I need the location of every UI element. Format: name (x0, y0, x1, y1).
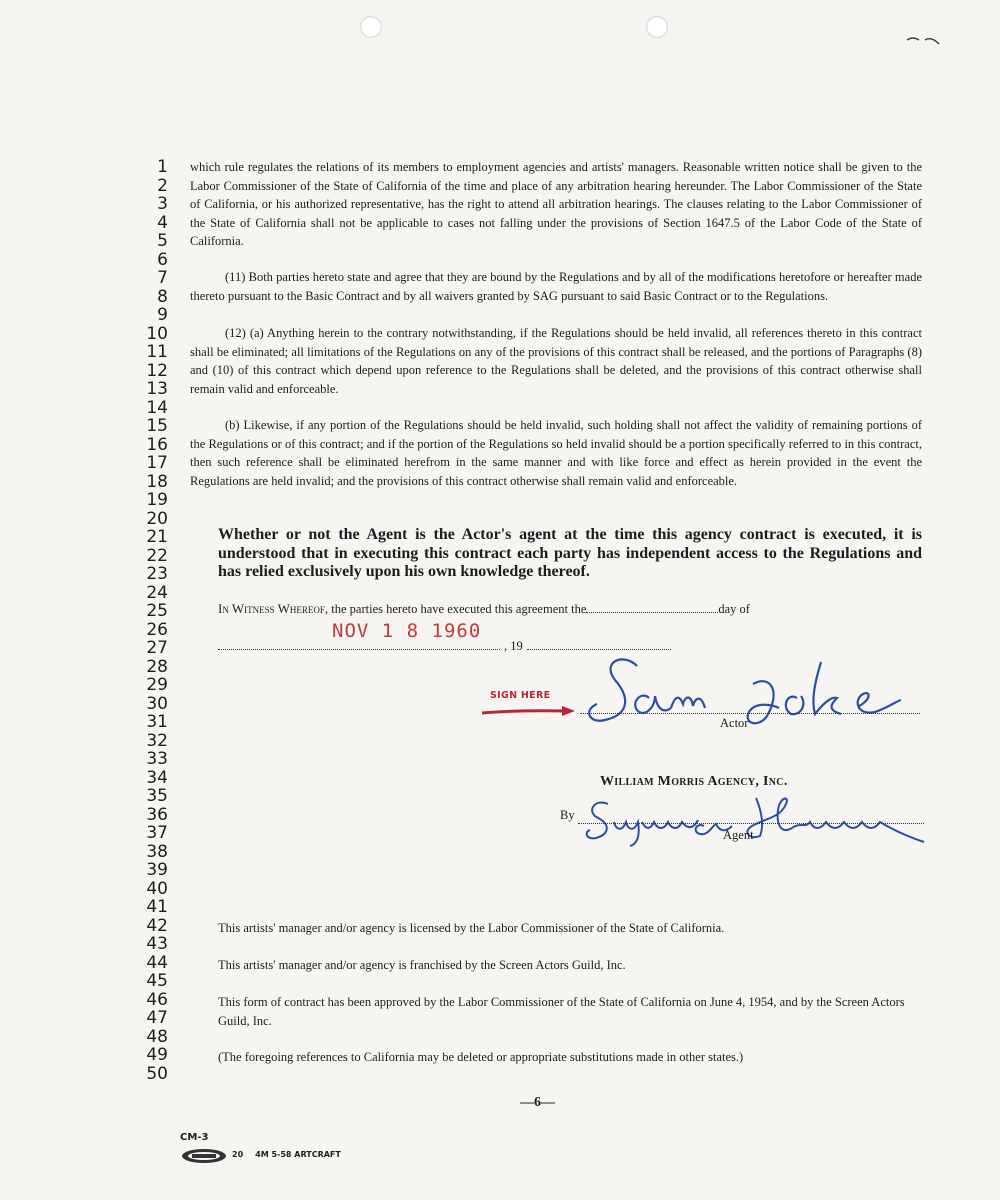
agent-label: Agent (723, 828, 754, 842)
line-number: 46 (146, 989, 168, 1010)
witness-label: In Witness Whereof, (218, 601, 329, 616)
line-number: 45 (146, 971, 168, 991)
line-number: 37 (146, 823, 168, 843)
line-number: 6 (157, 249, 168, 270)
line-number: 16 (146, 434, 168, 455)
line-number: 31 (146, 712, 168, 732)
line-numbers (118, 158, 168, 1083)
line-number: 34 (146, 767, 168, 788)
day-blank (586, 601, 718, 613)
substitution-notice: (The foregoing references to California may be deleted or appropriate substitutions made in other states.) (218, 1050, 744, 1064)
line-number: 10 (146, 323, 168, 344)
punch-hole (360, 16, 382, 38)
line-number: 44 (146, 952, 168, 973)
printer-imprint (232, 1150, 353, 1159)
page-number: —6— (520, 1095, 555, 1110)
line-number: 11 (146, 342, 168, 362)
line-number: 24 (146, 582, 168, 603)
franchise-notice: This artists' manager and/or agency is franchised by the Screen Actors Guild, Inc. (218, 958, 626, 972)
line-number: 32 (146, 730, 168, 751)
sign-here-label: SIGN HERE (490, 690, 551, 701)
line-number: 9 (157, 305, 168, 325)
line-number: 28 (146, 656, 168, 677)
line-number: 33 (146, 749, 168, 769)
line-number: 13 (146, 379, 168, 399)
line-number: 38 (146, 841, 168, 862)
month-blank (218, 639, 500, 650)
arrow-right-icon (478, 704, 578, 718)
actor-signature-line (580, 713, 920, 714)
line-number: 19 (146, 490, 168, 510)
witness-clause (218, 600, 922, 619)
agent-signature (580, 782, 940, 852)
line-number: 26 (146, 619, 168, 640)
line-number: 50 (146, 1063, 168, 1084)
line-number: 27 (146, 638, 168, 658)
line-number: 43 (146, 934, 168, 954)
date-stamp: NOV 1 8 1960 (332, 620, 482, 642)
line-number: 21 (146, 527, 168, 547)
line-number: 1 (157, 157, 168, 177)
form-code: CM-3 (180, 1132, 209, 1143)
paragraph-arbitration: which rule regulates the relations of its members to employment agencies and artists' managers. Reasonable written notice shall be given to the Labor Commissioner of the State of California of the time and place of any arbitration hearing hereunder. The Labor Commissioner of the State of California, or his authorized representative, has the right to attend all arbitration hearings. The clauses relating to the Labor Commissioner of the State of California shall not be applicable to cases not falling under the provisions of Section 1647.5 of the Labor Code of the State of California. (190, 160, 922, 248)
line-number: 3 (157, 194, 168, 214)
by-label: By (560, 808, 575, 822)
line-number: 22 (146, 545, 168, 566)
agent-signature-line (578, 823, 924, 824)
line-number: 8 (157, 286, 168, 307)
print-code: 4M 5-58 ARTCRAFT (255, 1150, 341, 1159)
line-number: 42 (146, 915, 168, 936)
line-number: 47 (146, 1008, 168, 1028)
line-number: 2 (157, 175, 168, 196)
paragraph-12a: (12) (a) Anything herein to the contrary notwithstanding, if the Regulations should be held invalid, all references thereto in this contract shall be eliminated; all limitations of the Regulations on any of the provisions of this contract shall be released, and the portions of Paragraphs (8) and (10) of this contract which depend upon reference to the Regulations shall be deleted, and the provisions of this contract otherwise shall remain valid and enforceable. (190, 326, 922, 396)
line-number: 12 (146, 360, 168, 381)
printer-number: 20 (232, 1150, 244, 1159)
line-number: 39 (146, 860, 168, 880)
license-notice: This artists' manager and/or agency is licensed by the Labor Commissioner of the State of California. (218, 921, 725, 935)
line-number: 25 (146, 601, 168, 621)
line-number: 36 (146, 804, 168, 825)
line-number: 40 (146, 878, 168, 899)
punch-hole (646, 16, 668, 38)
day-of-label: day of (718, 602, 750, 616)
union-label-icon (180, 1148, 228, 1164)
line-number: 4 (157, 212, 168, 233)
agency-name: William Morris Agency, Inc. (600, 774, 788, 789)
paragraph-11: (11) Both parties hereto state and agree that they are bound by the Regulations and by all of the modifications heretofore or hereafter made thereto pursuant to the Basic Contract and by all waivers granted by SAG pursuant to said Basic Contract or to the Regulations. (190, 270, 922, 303)
paragraph-agent-notice: Whether or not the Agent is the Actor's agent at the time this agency contract is executed, it is understood that in executing this contract each party has independent access to the Regulations and has relied exclusively upon his own knowledge thereof. (218, 526, 922, 580)
witness-text: the parties hereto have executed this agreement the (331, 602, 587, 616)
line-number: 48 (146, 1026, 168, 1047)
line-number: 18 (146, 471, 168, 492)
actor-label: Actor (720, 716, 749, 730)
line-number: 23 (146, 564, 168, 584)
line-number: 35 (146, 786, 168, 806)
paragraph-12b: (b) Likewise, if any portion of the Regulations should be held invalid, such holding shall not affect the validity of remaining portions of the Regulations or of this contract; and if the portion of the Regulations so held invalid should be a portion specifically referred to in this contract, then such reference shall be eliminated herefrom in the same manner and with like force and effect as herein provided in the event the Regulations are held invalid; and the provisions of this contract otherwise shall remain valid and enforceable. (190, 418, 922, 488)
line-number: 7 (157, 268, 168, 288)
line-number: 20 (146, 508, 168, 529)
line-number: 15 (146, 416, 168, 436)
approval-notice: This form of contract has been approved by the Labor Commissioner of the State of California on June 4, 1954, and by the Screen Actors Guild, Inc. (218, 995, 905, 1028)
line-number: 29 (146, 675, 168, 695)
pencil-mark-icon (905, 34, 943, 48)
line-number: 17 (146, 453, 168, 473)
line-number: 41 (146, 897, 168, 917)
year-label: , 19 (504, 638, 671, 654)
line-number: 49 (146, 1045, 168, 1065)
line-number: 5 (157, 231, 168, 251)
line-number: 30 (146, 693, 168, 714)
line-number: 14 (146, 397, 168, 418)
